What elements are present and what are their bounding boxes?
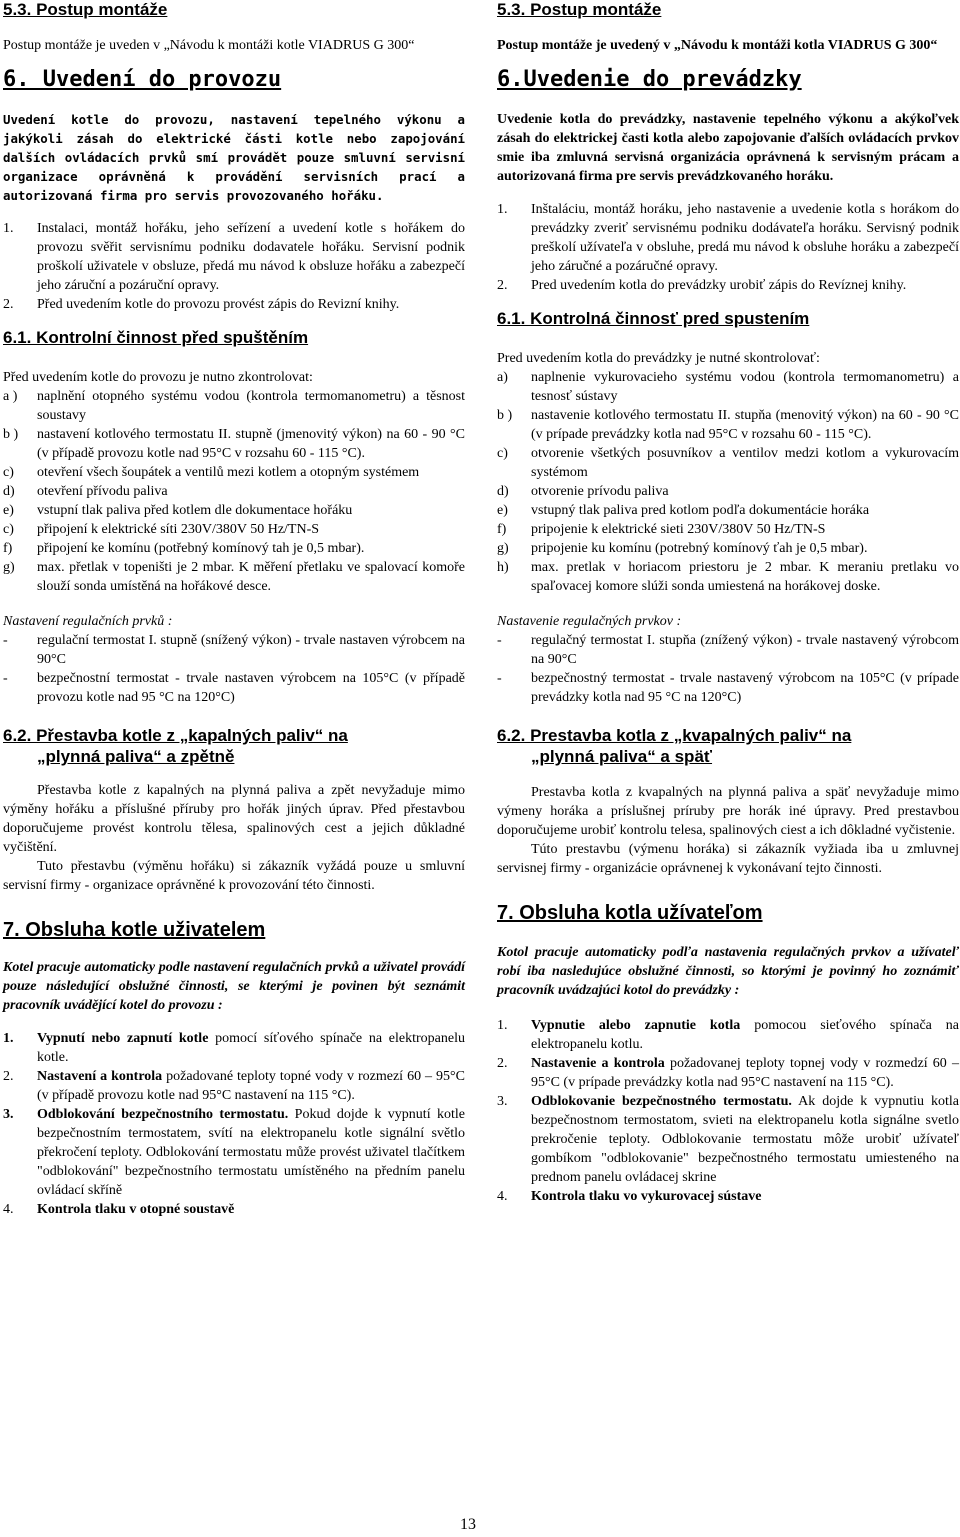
list-item: c) připojení k elektrické síti 230V/380V 50 Hz/TN-S bbox=[3, 522, 320, 537]
list-item: 3. Odblokovanie bezpečnostného termostatu. Ak dojde k vypnutiu kotla bezpečnostnom termostatom, svieti na elektropanelu kotla signálne svetlo prekročenie teploty. Odblokovanie termostatu môže urobiť užívateľ gombíkom "odblokovanie" bezpečnostného termostatu umiesteného na prednom panelu ovládacej skrine bbox=[497, 1094, 959, 1185]
section-6-2-p2: Túto prestavbu (výmenu horáka) si zákazník vyžiada iba u zmluvnej servisnej firmy - organizácie oprávnenej k vykonávaní tejto činnosti. bbox=[497, 842, 959, 876]
section-5-3-text: Postup montáže je uvedený v „Návodu k montáži kotla VIADRUS G 300“ bbox=[497, 38, 938, 53]
section-7-intro: Kotel pracuje automaticky podle nastavení regulačních prvků a uživatel provádí pouze následující obslužné činnosti, se kterými je povinen být seznámit pracovník uvádějící kotel do provozu : bbox=[3, 960, 465, 1013]
section-7-title: 7. Obsluha kotle uživatelem bbox=[3, 919, 266, 941]
section-6-2-title-line1: 6.2. Prestavba kotla z „kvapalných paliv“ na bbox=[497, 726, 852, 745]
list-item: 1. Inštaláciu, montáž horáku, jeho nastavenie a uvedenie kotla s horákom do prevádzky zveriť servisnému podniku dodávateľa horáku. Servisný podnik preškolí užívateľa v obsluhe, predá mu návod k obsluhe horáku a zabezpečí jeho záručné a pozáručné opravy. bbox=[497, 202, 959, 274]
regulation-list bbox=[497, 631, 959, 707]
list-item: d) otevření přívodu paliva bbox=[3, 484, 168, 499]
section-7-list bbox=[3, 1029, 465, 1219]
regulation-title: Nastavenie regulačných prvkov : bbox=[497, 614, 682, 629]
list-item: f) pripojenie k elektrické sieti 230V/380V 50 Hz/TN-S bbox=[497, 522, 826, 537]
list-item: 1. Vypnutí nebo zapnutí kotle pomocí síťového spínače na elektropanelu kotle. bbox=[3, 1031, 465, 1065]
section-6-1-list bbox=[497, 368, 959, 596]
list-item: 1. Instalaci, montáž hořáku, jeho seřízení a uvedení kotle s hořákem do provozu svěřit servisnímu podniku dodavatele hořáku. Servisní podnik proškolí uživatele v obsluze, předá mu návod k obsluze hořáku a zabezpečí jeho záruční a pozáruční opravy. bbox=[3, 221, 465, 293]
list-item: 2. Před uvedením kotle do provozu provést zápis do Revizní knihy. bbox=[3, 297, 400, 312]
list-item: 1. Vypnutie alebo zapnutie kotla pomocou sieťového spínača na elektropanelu kotlu. bbox=[497, 1018, 960, 1052]
list-item: 4. Kontrola tlaku v otopné soustavě bbox=[3, 1202, 235, 1217]
list-item: 2. Nastavenie a kontrola požadovanej teploty topnej vody v rozmedzí 60 – 95°C (v prípade prevádzky kotla nad 95°C nastavení na 115 °C). bbox=[497, 1056, 959, 1090]
section-6-list bbox=[497, 200, 959, 295]
list-item: c) otvorenie všetkých posuvníkov a ventilov medzi kotlom a vykurovacím systémom bbox=[497, 446, 959, 480]
list-item: g) pripojenie ku komínu (potrebný komínový ťah je 0,5 mbar). bbox=[497, 541, 868, 556]
list-item: b ) nastavenie kotlového termostatu II. stupňa (menovitý výkon) na 60 - 90 °C (v prípade prevádzky kotla nad 95°C v rozsahu 60 - 115 °C). bbox=[497, 408, 959, 442]
list-item: a ) naplnění otopného systému vodou (kontrola termomanometru) a těsnost soustavy bbox=[3, 389, 465, 423]
page-number: 13 bbox=[460, 1516, 476, 1533]
section-6-1-intro: Před uvedením kotle do provozu je nutno zkontrolovat: bbox=[3, 370, 313, 385]
list-item: 2. Pred uvedením kotla do prevádzky urobiť zápis do Revíznej knihy. bbox=[497, 278, 907, 293]
section-6-text: Uvedenie kotla do prevádzky, nastavenie tepelného výkonu a akýkoľvek zásah do elektrickej časti kotla alebo zapojovanie ďalších ovládacích prvkov smie iba zmluvná servisná organizácia oprávnená k servisným prácam a autorizovaná firma pre servis prevádzkovaného horáku. bbox=[497, 112, 959, 184]
list-item: h) max. pretlak v horiacom priestoru je 2 mbar. K meraniu pretlaku vo spaľovacej komore slúži sonda umiestená na horákovej doske. bbox=[497, 560, 959, 594]
section-6-1-intro: Pred uvedením kotla do prevádzky je nutné skontrolovať: bbox=[497, 351, 820, 366]
section-6-text: Uvedení kotle do provozu, nastavení tepelného výkonu a jakýkoli zásah do elektrické části kotle nebo zapojování dalších ovládacích prvků smí provádět pouze smluvní servisní organizace oprávněná k provádění servisních prací a autorizovaná firma pro servis provozovaného hořáku. bbox=[3, 112, 465, 203]
section-6-2-p1: Prestavba kotla z kvapalných na plynná paliva a späť nevyžaduje mimo výmeny horáka a príslušnej príruby pre horák iné úpravy. Pred prestavbou doporučujeme urobiť kontrolu telesa, spalinových ciest a ich dôkladné vyčistenie. bbox=[497, 785, 959, 838]
list-item: 2. Nastavení a kontrola požadované teploty topné vody v rozmezí 60 – 95°C (v případě provozu kotle nad 95°C nastavení na 115 °C). bbox=[3, 1069, 465, 1103]
list-item: e) vstupný tlak paliva pred kotlom podľa dokumentácie horáka bbox=[497, 503, 870, 518]
list-item: - bezpečnostní termostat - trvale nastaven výrobcem na 105°C (v případě provozu kotle nad 95 °C na 120°C) bbox=[3, 671, 465, 705]
section-6-2-title-line2: „plynná paliva“ a späť bbox=[531, 747, 713, 766]
section-6-2-p1: Přestavba kotle z kapalných na plynná paliva a zpět nevyžaduje mimo výměny hořáku a příslušné příruby pro hořák jiných úprav. Před přestavbou doporučujeme provést kontrolu tělesa, spalinových cest a jejich důkladné vyčištění. bbox=[3, 783, 465, 855]
list-item: 3. Odblokování bezpečnostního termostatu. Pokud dojde k vypnutí kotle bezpečnostním termostatem, svítí na elektropanelu kotle signální světlo překročení teploty. Odblokování termostatu může provést uživatel tlačítkem "odblokování" bezpečnostního termostatu umístěného na předním panelu ovládací skříně bbox=[3, 1107, 465, 1198]
section-6-1-list bbox=[3, 387, 465, 596]
list-item: c) otevření všech šoupátek a ventilů mezi kotlem a otopným systémem bbox=[3, 465, 420, 480]
section-5-3-text: Postup montáže je uveden v „Návodu k montáži kotle VIADRUS G 300“ bbox=[3, 38, 415, 53]
list-item: b ) nastavení kotlového termostatu II. stupně (jmenovitý výkon) na 60 - 90 °C (v případě provozu kotle nad 95°C v rozsahu 60 - 115 °C). bbox=[3, 427, 465, 461]
section-6-2-p2: Tuto přestavbu (výměnu hořáku) si zákazník vyžádá pouze u smluvní servisní firmy - organizace oprávněné k provozování této činnosti. bbox=[3, 859, 465, 893]
section-6-list bbox=[3, 219, 465, 314]
section-6-title: 6.Uvedenie do prevádzky bbox=[497, 67, 802, 92]
regulation-list bbox=[3, 631, 465, 707]
list-item: e) vstupní tlak paliva před kotlem dle dokumentace hořáku bbox=[3, 503, 353, 518]
section-6-title: 6. Uvedení do provozu bbox=[3, 67, 282, 92]
regulation-title: Nastavení regulačních prvků : bbox=[3, 614, 173, 629]
section-7-title: 7. Obsluha kotla užívateľom bbox=[497, 902, 763, 924]
section-7-intro: Kotol pracuje automaticky podľa nastavenia regulačných prvkov a užívateľ robí iba nasledujúce obslužné činnosti, so ktorými je povinný ho zoznámiť pracovník uvádzajúci kotol do prevádzky : bbox=[497, 945, 959, 998]
list-item: - regulační termostat I. stupně (snížený výkon) - trvale nastaven výrobcem na 90°C bbox=[3, 633, 465, 667]
list-item: 4. Kontrola tlaku vo vykurovacej sústave bbox=[497, 1189, 762, 1204]
list-item: - regulačný termostat I. stupňa (znížený výkon) - trvale nastavený výrobcom na 90°C bbox=[497, 633, 959, 667]
left-column-czech bbox=[3, 0, 465, 1219]
section-6-2-title-line2: „plynná paliva“ a zpětně bbox=[37, 747, 235, 766]
section-6-1-title: 6.1. Kontrolní činnost před spuštěním bbox=[3, 328, 309, 347]
list-item: a) naplnenie vykurovacieho systému vodou (kontrola termomanometru) a tesnosť sústavy bbox=[497, 370, 959, 404]
section-5-3-title: 5.3. Postup montáže bbox=[3, 0, 168, 19]
section-6-2-title-line1: 6.2. Přestavba kotle z „kapalných paliv“ na bbox=[3, 726, 348, 745]
list-item: - bezpečnostný termostat - trvale nastavený výrobcom na 105°C (v prípade prevádzky kotla nad 95 °C na 120°C) bbox=[497, 671, 959, 705]
section-6-1-title: 6.1. Kontrolná činnosť pred spustením bbox=[497, 309, 810, 328]
section-7-list bbox=[497, 1016, 959, 1206]
list-item: d) otvorenie prívodu paliva bbox=[497, 484, 669, 499]
list-item: g) max. přetlak v topeništi je 2 mbar. K měření přetlaku ve spalovací komoře slouží sonda umístěná na hořákové desce. bbox=[3, 560, 465, 594]
list-item: f) připojení ke komínu (potřebný komínový tah je 0,5 mbar). bbox=[3, 541, 365, 556]
right-column-slovak bbox=[497, 0, 959, 1206]
section-5-3-title: 5.3. Postup montáže bbox=[497, 0, 662, 19]
